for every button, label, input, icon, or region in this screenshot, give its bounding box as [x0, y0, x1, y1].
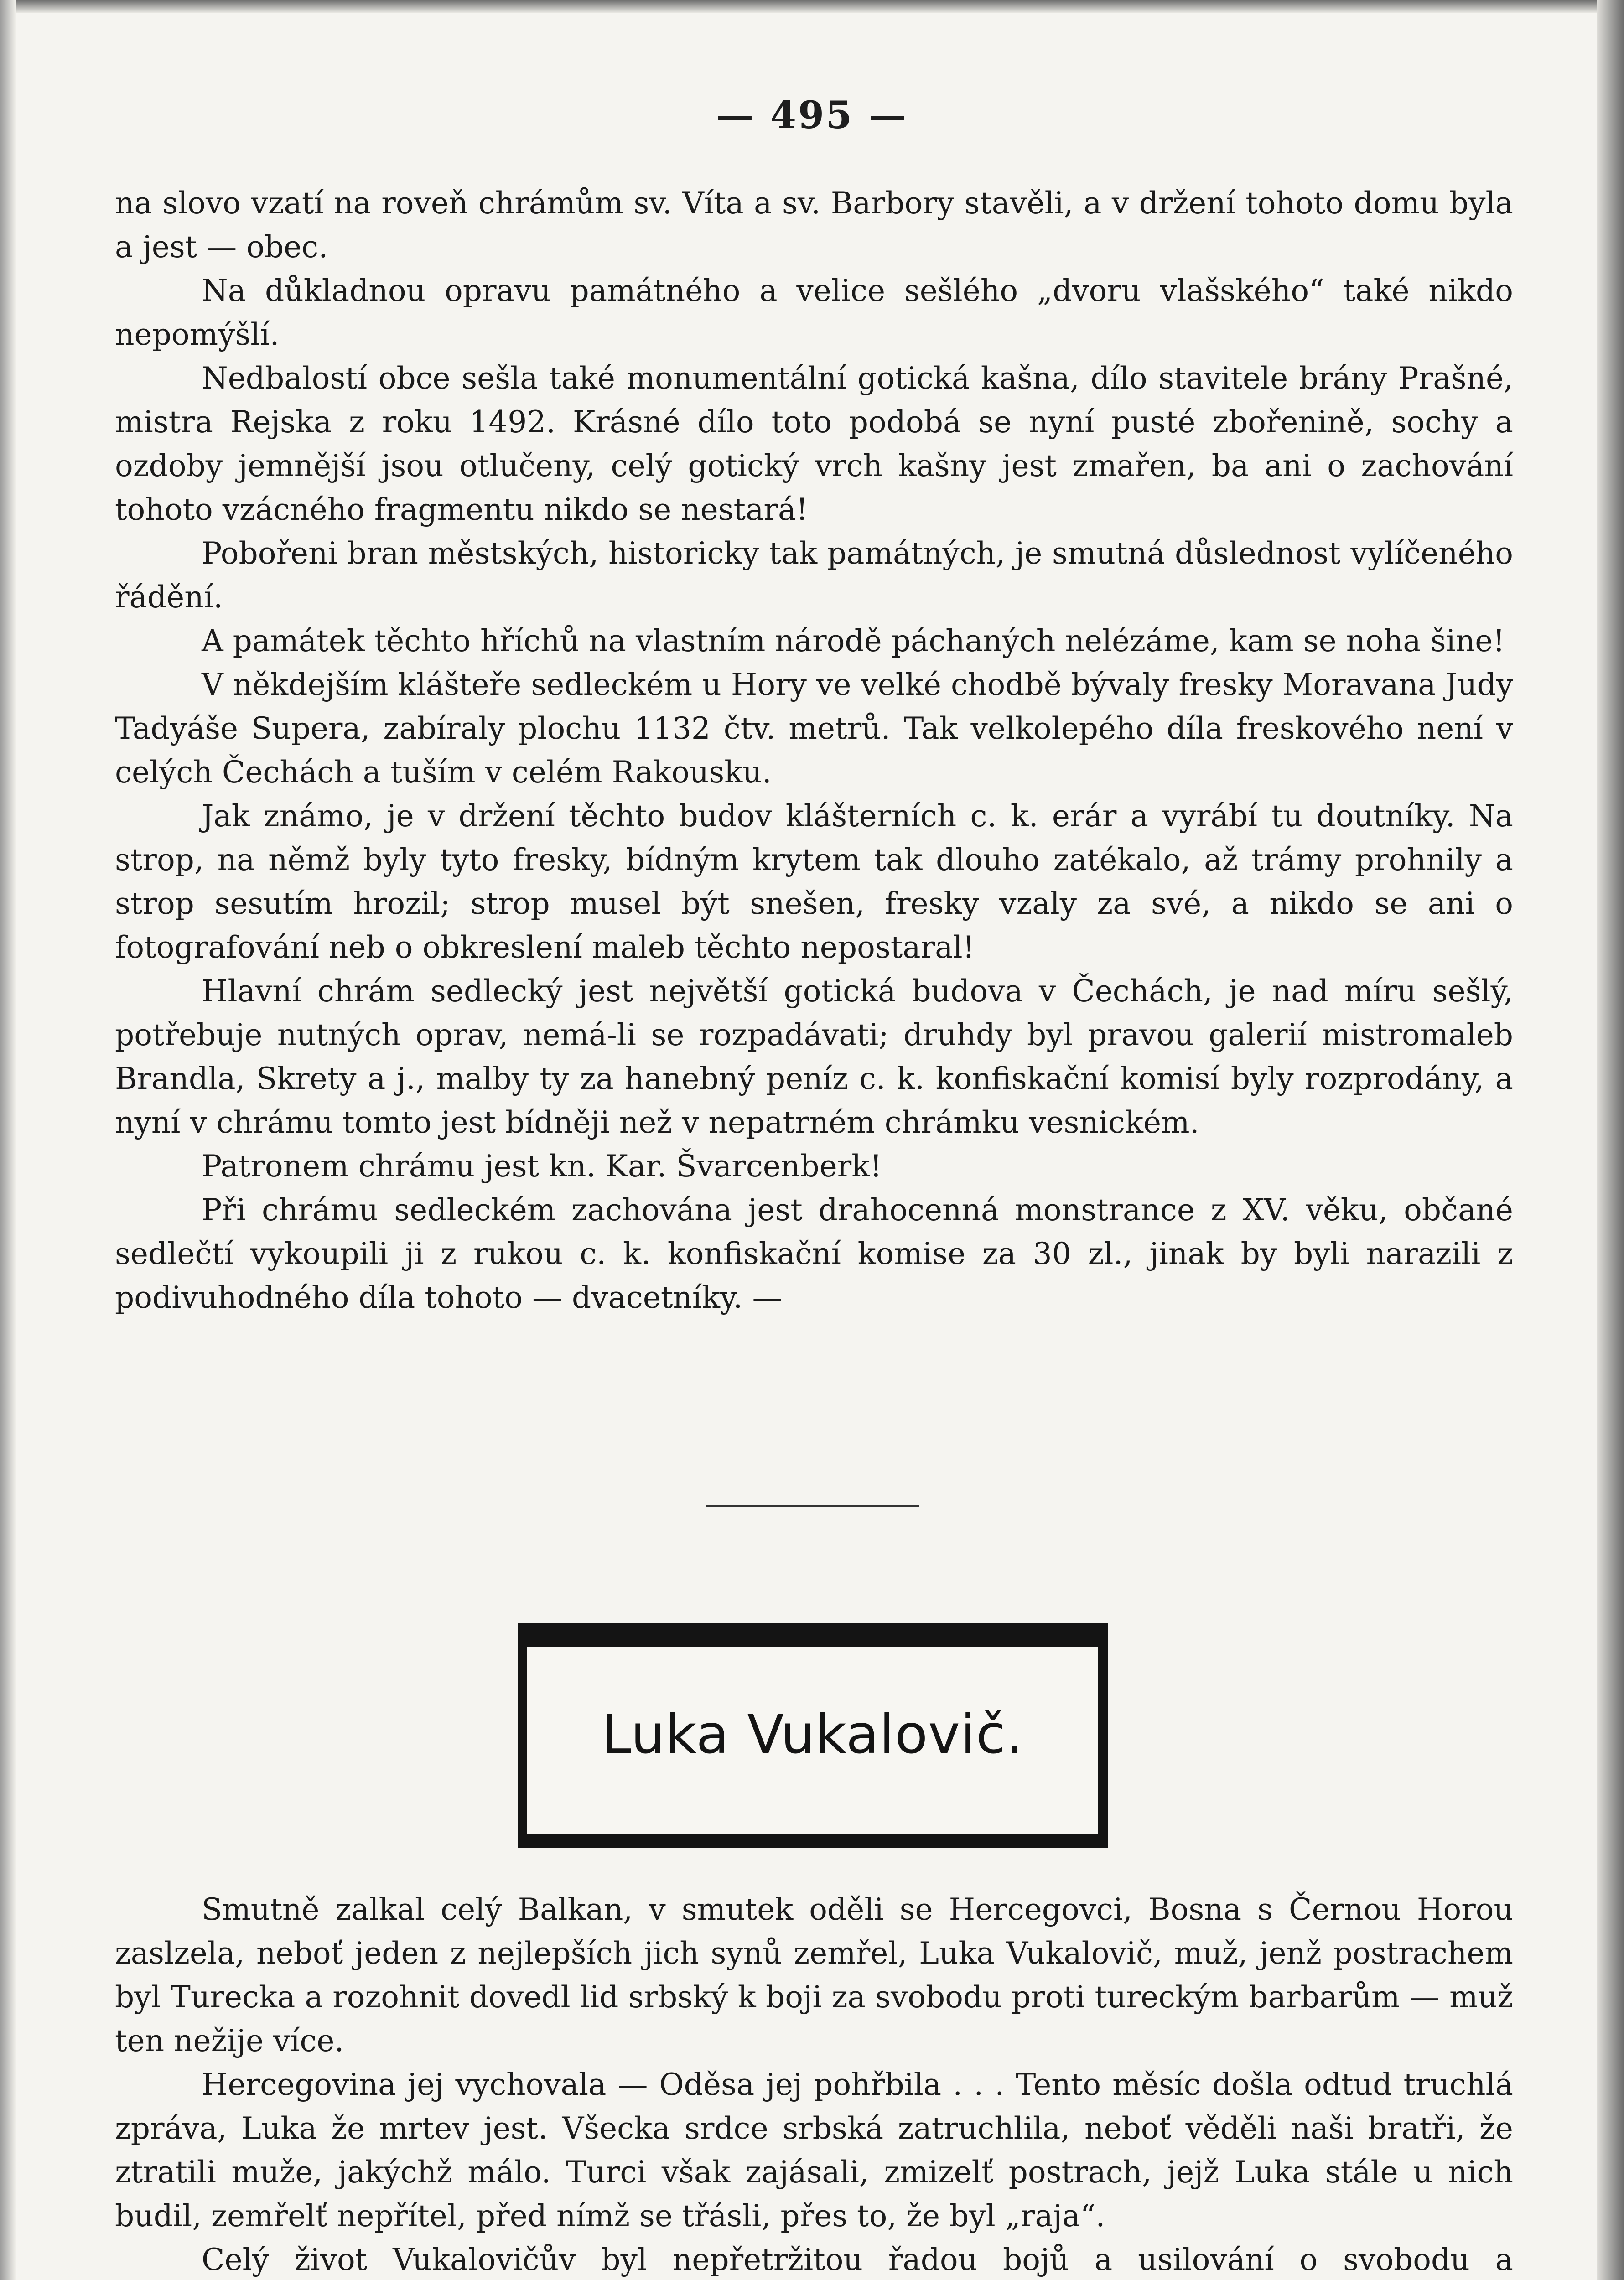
paragraph: V někdejším klášteře sedleckém u Hory ve velké chodbě bývaly fresky Moravana Judy Tadyáše Supera, zabíraly plochu 1132 čtv. metrů. Tak velkolepého díla freskového není v celých Čechách a tuším v celém Rakousku.: [115, 667, 1513, 790]
paragraph: Hercegovina jej vychovala — Oděsa jej pohřbila . . . Tento měsíc došla odtud truchlá zpráva, Luka že mrtev jest. Všecka srdce srbská zatruchlila, neboť věděli naši bratři, že ztratili muže, jakýchž málo. Turci však zajásali, zmizelť postrach, jejž Luka stále u nich budil, zemřelť nepřítel, před nímž se třásli, přes to, že byl „raja“.: [115, 2067, 1513, 2233]
article-continuation: [115, 181, 1513, 1320]
paragraph: Při chrámu sedleckém zachována jest drahocenná monstrance z XV. věku, občané sedlečtí vykoupili ji z rukou c. k. konfiskační komise za 30 zl., jinak by byli narazili z podivuhodného díla tohoto — dvacetníky. —: [115, 1192, 1513, 1315]
scan-shadow-right: [1597, 0, 1624, 2280]
paragraph: Pobořeni bran městských, historicky tak památných, je smutná důslednost vylíčeného řádění.: [115, 536, 1513, 615]
obituary-title: Luka Vukalovič.: [601, 1703, 1024, 1766]
paragraph: na slovo vzatí na roveň chrámům sv. Víta a sv. Barbory stavěli, a v držení tohoto domu byla a jest — obec.: [115, 186, 1513, 264]
paragraph: Nedbalostí obce sešla také monumentální gotická kašna, dílo stavitele brány Prašné, mistra Rejska z roku 1492. Krásné dílo toto podobá se nyní pusté zbořenině, sochy a ozdoby jemnější jsou otlučeny, celý gotický vrch kašny jest zmařen, ba ani o zachování tohoto vzácného fragmentu nikdo se nestará!: [115, 361, 1513, 527]
obituary-article: [115, 1888, 1513, 2280]
section-divider: [706, 1505, 919, 1507]
paragraph: A památek těchto hříchů na vlastním národě páchaných nelézáme, kam se noha šine!: [202, 623, 1505, 658]
paragraph: Celý život Vukalovičův byl nepřetržitou řadou bojů a usilování o svobodu a: [202, 2242, 1513, 2277]
scan-shadow-top: [0, 0, 1624, 13]
page-number: — 495 —: [716, 93, 908, 137]
paragraph: Jak známo, je v držení těchto budov klášterních c. k. erár a vyrábí tu doutníky. Na strop, na němž byly tyto fresky, bídným krytem tak dlouho zatékalo, až trámy prohnily a strop sesutím hrozil; strop musel být snešen, fresky vzaly za své, a nikdo se ani o fotografování neb o obkreslení maleb těchto nepostaral!: [115, 798, 1513, 965]
scan-shadow-left: [0, 0, 16, 2280]
paragraph: Na důkladnou opravu památného a velice sešlého „dvoru vlašského“ také nikdo nepomýšlí.: [115, 273, 1513, 352]
paragraph: Patronem chrámu jest kn. Kar. Švarcenberk!: [202, 1149, 882, 1184]
paragraph: Smutně zalkal celý Balkan, v smutek oděli se Hercegovci, Bosna s Černou Horou zaslzela, neboť jeden z nejlepších jich synů zemřel, Luka Vukalovič, muž, jenž postrachem byl Turecka a rozohnit dovedl lid srbský k boji za svobodu proti tureckým barbarům — muž ten nežije více.: [115, 1892, 1513, 2058]
paragraph: Hlavní chrám sedlecký jest největší gotická budova v Čechách, je nad míru sešlý, potřebuje nutných oprav, nemá-li se rozpadávati; druhdy byl pravou galerií mistromaleb Brandla, Skrety a j., malby ty za hanebný peníz c. k. konfiskační komisí byly rozprodány, a nyní v chrámu tomto jest bídněji než v nepatrném chrámku vesnickém.: [115, 974, 1513, 1140]
obituary-frame: [518, 1623, 1108, 1848]
